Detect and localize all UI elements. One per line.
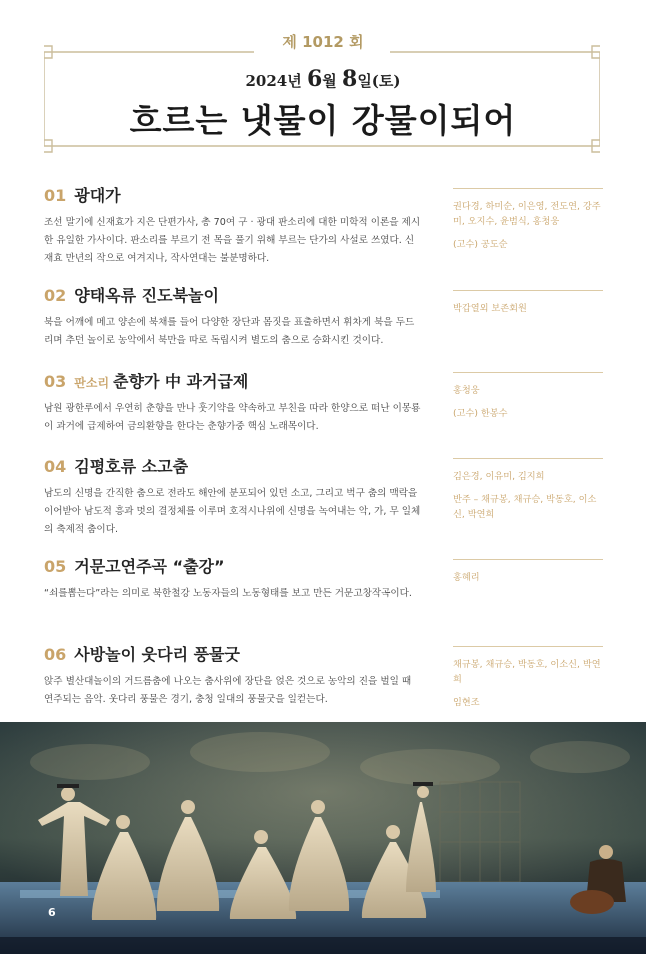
program-item <box>44 643 422 709</box>
program-item <box>44 455 422 539</box>
item-description: 앉주 별산대놀이의 거드름춤에 나오는 춤사위에 장단을 얹은 것으로 농악의 진을 벌일 때 연주되는 음악. 웃다리 풍물은 경기, 충청 일대의 풍물굿을 일컫는다. <box>44 676 412 705</box>
item-performers: 박갑열외 보존회원 <box>453 290 603 324</box>
page-number: 6 <box>48 906 56 919</box>
episode-number: 제 1012 회 <box>0 31 646 52</box>
item-performers: 홍청웅 (고수) 한봉수 <box>453 372 603 429</box>
item-heading: 06 사방놀이 웃다리 풍물굿 <box>44 645 240 664</box>
item-heading: 04 김평호류 소고춤 <box>44 457 189 476</box>
stage-performance-photo <box>0 722 646 954</box>
item-heading: 02 양태옥류 진도북놀이 <box>44 286 219 305</box>
item-description: 남도의 신명을 간직한 춤으로 전라도 해안에 분포되어 있던 소고, 그리고 벅구 춤의 맥락을 이어받아 남도적 흥과 멋의 결정체를 이루며 호적시나위에 신명을 녹여내는 악, 가, 무 일체의 축제적 춤이다. <box>44 488 421 535</box>
performance-date: 2024년 6월 8일(토) <box>245 66 401 92</box>
item-performers: 채규봉, 채규승, 박동호, 이소신, 박연희 임현조 <box>453 646 603 718</box>
program-item <box>44 555 422 603</box>
item-performers: 권다경, 하미순, 이은영, 전도연, 강주미, 오지수, 윤범식, 홍청웅 (고수) 공도순 <box>453 188 603 260</box>
item-description: “쇠를뽑는다”라는 의미로 북한철강 노동자들의 노동형태를 보고 만든 거문고창작곡이다. <box>44 588 412 599</box>
item-heading: 05 거문고연주곡 “출강” <box>44 557 225 576</box>
item-description: 북을 어깨에 메고 양손에 북채를 들어 다양한 장단과 몸짓을 표출하면서 휘차게 북을 두드리며 추던 놀이로 농악에서 북만을 따로 독립시켜 별도의 춤으로 승화시킨 것이다. <box>44 317 415 346</box>
program-item <box>44 370 422 436</box>
item-description: 조선 말기에 신재효가 지은 단편가사, 총 70여 구 · 광대 판소리에 대한 미학적 이론을 제시한 유일한 가사이다. 판소리를 부르기 전 목을 풀기 위해 부르는 단가의 사설로 쓰였다. 신재효 만년의 작으로 여겨지나, 작사연대는 불분명하다. <box>44 217 421 264</box>
item-description: 남원 광한루에서 우연히 춘향을 만나 훗기약을 약속하고 부친을 따라 한양으로 떠난 이몽룡이 과거에 급제하여 금의환향을 한다는 춘향가중 핵심 노래목이다. <box>44 403 421 432</box>
item-heading: 03 판소리 춘향가 中 과거급제 <box>44 372 249 391</box>
program-title: 흐르는 냇물이 강물이되어 <box>129 101 517 140</box>
item-performers: 김은경, 이유미, 김지희 반주 – 채규봉, 채규승, 박동호, 이소신, 박연희 <box>453 458 603 530</box>
item-performers: 홍혜리 <box>453 559 603 593</box>
item-heading: 01 광대가 <box>44 186 121 205</box>
program-item <box>44 284 422 350</box>
program-item <box>44 184 422 268</box>
